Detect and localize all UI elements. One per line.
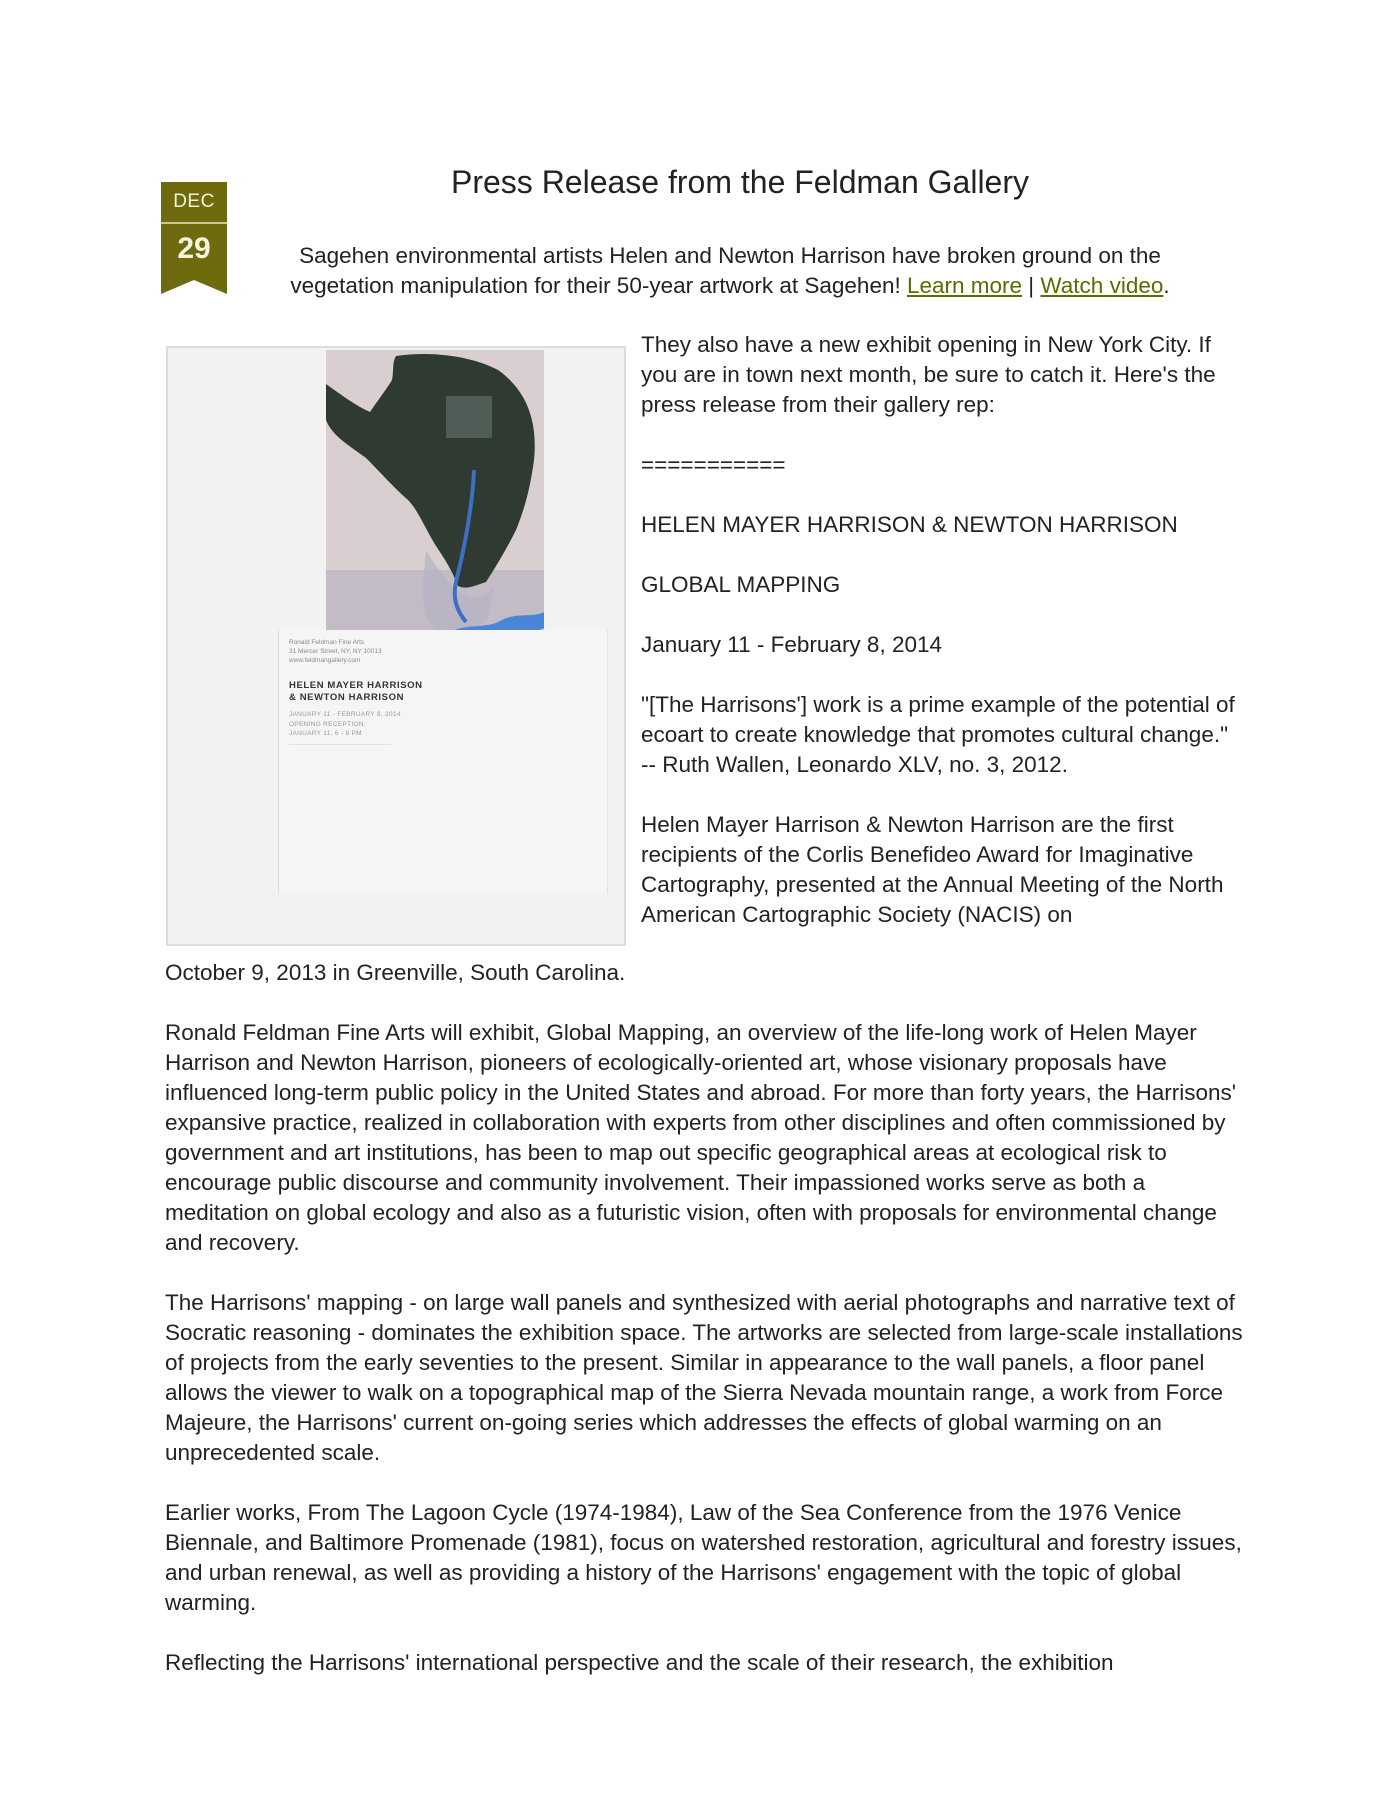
card-address-line: Ronald Feldman Fine Arts (289, 639, 365, 646)
side-column (641, 330, 1241, 960)
card-date-line: OPENING RECEPTION: (289, 720, 366, 728)
watershed-map-image (326, 350, 544, 674)
watch-video-link[interactable]: Watch video (1040, 273, 1164, 298)
card-dates (289, 710, 401, 739)
date-badge-day: 29 (177, 232, 211, 265)
card-address-line: www.feldmangallery.com (289, 657, 361, 664)
card-date-line: JANUARY 11 - FEBRUARY 8, 2014 (289, 711, 401, 718)
map-graphic (326, 350, 544, 674)
card-name-line: HELEN MAYER HARRISON (289, 680, 423, 691)
intro-text: Sagehen environmental artists Helen and Newton Harrison have broken ground on the vegetation manipulation for their 50-year artwork at Sagehen! (290, 243, 1161, 298)
card-address-line: 31 Mercer Street, NY, NY 10013 (289, 648, 382, 655)
intro-end: . (1163, 273, 1170, 298)
post-intro (250, 241, 1210, 301)
card-artist-names (289, 680, 423, 704)
body-paragraph: Reflecting the Harrisons' international perspective and the scale of their research, the exhibition (165, 1650, 1114, 1675)
date-badge (161, 182, 227, 294)
press-release-body (165, 1018, 1245, 1708)
link-separator: | (1022, 273, 1041, 298)
exhibit-dates: January 11 - February 8, 2014 (641, 632, 943, 657)
card-date-line: JANUARY 11, 6 - 8 PM (289, 730, 362, 737)
separator-line: =========== (641, 452, 786, 477)
side-paragraph: They also have a new exhibit opening in New York City. If you are in town next month, be sure to catch it. Here's the press release from their gallery rep: (641, 332, 1216, 417)
date-badge-month: DEC (161, 182, 227, 222)
exhibit-artists: HELEN MAYER HARRISON & NEWTON HARRISON (641, 512, 1178, 537)
exhibit-title: GLOBAL MAPPING (641, 572, 841, 597)
learn-more-link[interactable]: Learn more (906, 273, 1023, 298)
body-paragraph: Earlier works, From The Lagoon Cycle (1974-1984), Law of the Sea Conference from the 1976 Venice Biennale, and Baltimore Promenade (1981), focus on watershed restoration, agricultural and forestry issues, and urban renewal, as well as providing a history of the Harrisons' engagement with the topic of global warming. (165, 1500, 1242, 1615)
exhibition-card-image (166, 346, 626, 946)
body-paragraph: The Harrisons' mapping - on large wall panels and synthesized with aerial photographs and narrative text of Socratic reasoning - dominates the exhibition space. The artworks are selected from large-scale installations of projects from the early seventies to the present. Similar in appearance to the wall panels, a floor panel allows the viewer to walk on a topographical map of the Sierra Nevada mountain range, a work from Force Majeure, the Harrisons' current on-going series which addresses the effects of global warming on an unprecedented scale. (165, 1290, 1243, 1465)
date-badge-day-ribbon (161, 224, 227, 294)
award-paragraph-continuation: October 9, 2013 in Greenville, South Carolina. (165, 960, 626, 985)
body-paragraph: Ronald Feldman Fine Arts will exhibit, Global Mapping, an overview of the life-long work of Helen Mayer Harrison and Newton Harrison, pioneers of ecologically-oriented art, whose visionary proposals have influenced long-term public policy in the United States and abroad. For more than forty years, the Harrisons' expansive practice, realized in collaboration with experts from other disciplines and often commissioned by government and art institutions, has been to map out specific geographical areas at ecological risk to encourage public discourse and community involvement. Their impassioned works serve as both a meditation on global ecology and also as a futuristic vision, often with proposals for environmental change and recovery. (165, 1020, 1237, 1255)
exhibit-quote: "[The Harrisons'] work is a prime example of the potential of ecoart to create knowledge that promotes cultural change." -- Ruth Wallen, Leonardo XLV, no. 3, 2012. (641, 692, 1235, 777)
announcement-card (278, 630, 608, 894)
card-name-line: & NEWTON HARRISON (289, 692, 405, 703)
post-title: Press Release from the Feldman Gallery (451, 164, 1029, 200)
award-paragraph: Helen Mayer Harrison & Newton Harrison are the first recipients of the Corlis Benefideo Award for Imaginative Cartography, presented at the Annual Meeting of the North American Cartographic Society (NACIS) on (641, 812, 1224, 927)
card-address (289, 638, 382, 665)
card-fine-print: ──────────────────────────────────── (289, 742, 392, 747)
